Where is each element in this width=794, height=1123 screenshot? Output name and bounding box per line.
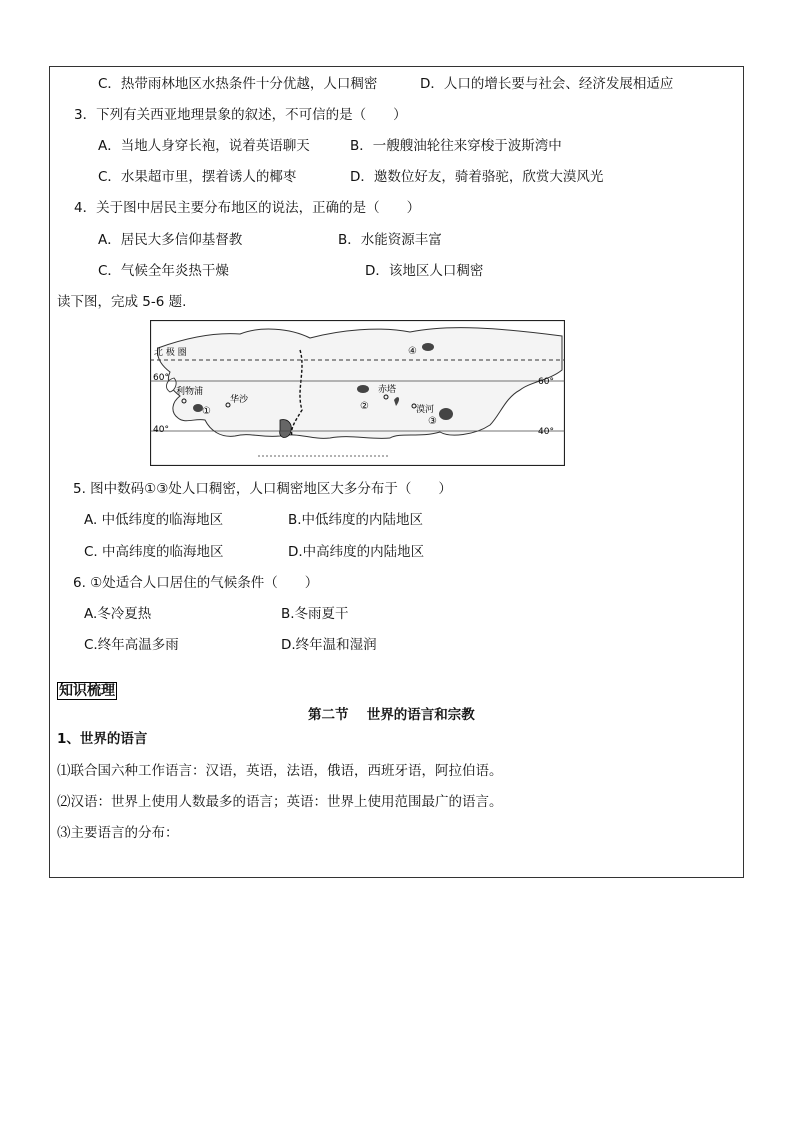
label-warsaw: 华沙	[230, 395, 249, 405]
label-region-2: ②	[360, 401, 369, 412]
label-region-1: ①	[202, 406, 211, 417]
q3-option-c: C．水果超市里，摆着诱人的椰枣	[98, 169, 297, 185]
q4-option-b: B．水能资源丰富	[338, 232, 442, 248]
map-caspian-sea	[280, 420, 292, 438]
label-chita: 赤塔	[378, 385, 397, 395]
knowledge-heading-text: 知识梳理	[59, 683, 115, 699]
q6-option-d: D.终年温和湿润	[281, 637, 377, 653]
region-4-dot	[422, 343, 434, 351]
q6-option-b: B.冬雨夏干	[281, 606, 349, 622]
q6-option-a: A.冬冷夏热	[84, 606, 152, 622]
q4-option-a: A．居民大多信仰基督教	[98, 232, 243, 248]
label-40-right: 40°	[538, 427, 554, 437]
para-chinese-english: ⑵汉语：世界上使用人数最多的语言；英语：世界上使用范围最广的语言。	[57, 794, 503, 810]
q3-option-a: A．当地人身穿长袍，说着英语聊天	[98, 138, 310, 154]
label-liverpool: 利物浦	[176, 387, 204, 397]
label-arctic-circle: 北 极 圈	[154, 348, 187, 358]
q5-option-c: C. 中高纬度的临海地区	[84, 544, 224, 560]
para-distribution: ⑶主要语言的分布：	[57, 825, 179, 841]
q3-option-b: B．一艘艘油轮往来穿梭于波斯湾中	[350, 138, 562, 154]
region-2-dot	[357, 385, 369, 393]
q2-option-c: C．热带雨林地区水热条件十分优越，人口稠密	[98, 76, 378, 92]
q5-option-d: D.中高纬度的内陆地区	[288, 544, 425, 560]
para-un-languages: ⑴联合国六种工作语言：汉语，英语，法语，俄语，西班牙语，阿拉伯语。	[57, 763, 503, 779]
q4-option-d: D．该地区人口稠密	[365, 263, 484, 279]
label-60-right: 60°	[538, 377, 554, 387]
knowledge-heading	[57, 682, 117, 700]
q5-stem: 5. 图中数码①③处人口稠密，人口稠密地区大多分布于（ ）	[73, 481, 452, 497]
q3-stem: 3．下列有关西亚地理景象的叙述，不可信的是（ ）	[74, 107, 407, 123]
q6-option-c: C.终年高温多雨	[84, 637, 179, 653]
q6-stem: 6. ①处适合人口居住的气候条件（ ）	[73, 575, 319, 591]
q4-stem: 4．关于图中居民主要分布地区的说法，正确的是（ ）	[74, 200, 421, 216]
label-region-3: ③	[428, 416, 437, 427]
q5-option-a: A. 中低纬度的临海地区	[84, 512, 224, 528]
region-3-dot	[439, 408, 453, 420]
intro-5-6: 读下图，完成 5-6 题.	[57, 294, 187, 310]
q4-option-c: C．气候全年炎热干燥	[98, 263, 229, 279]
section-title: 第二节 世界的语言和宗教	[308, 707, 475, 723]
question-frame	[49, 66, 744, 878]
q2-option-d: D．人口的增长要与社会、经济发展相适应	[420, 76, 674, 92]
label-mohe: 漠河	[416, 405, 435, 415]
label-region-4: ④	[408, 346, 417, 357]
label-40-left: 40°	[153, 425, 169, 435]
q3-option-d: D．邀数位好友，骑着骆驼，欣赏大漠风光	[350, 169, 604, 185]
label-60-left: 60°	[153, 373, 169, 383]
subsection-languages: 1、世界的语言	[57, 731, 148, 747]
eurasia-map	[150, 320, 565, 466]
map-land	[158, 328, 562, 439]
q5-option-b: B.中低纬度的内陆地区	[288, 512, 424, 528]
